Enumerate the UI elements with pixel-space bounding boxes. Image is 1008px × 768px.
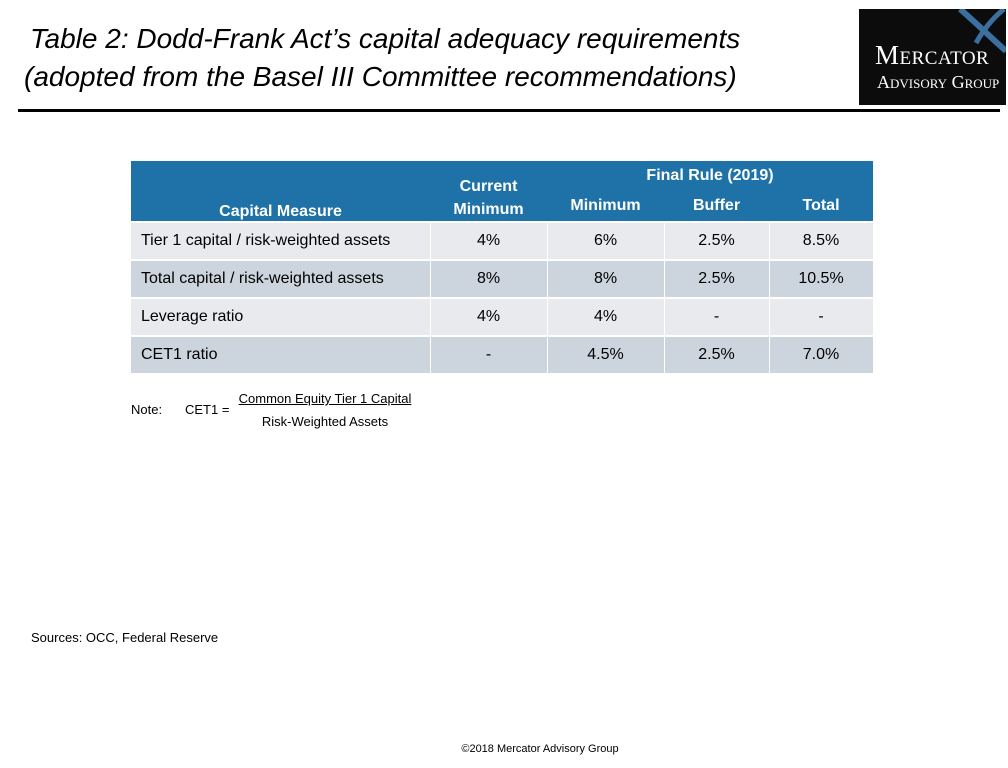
title-line-2: (adopted from the Basel III Committee recommendations) <box>24 61 737 92</box>
table-row <box>131 222 873 260</box>
cell-total: 8.5% <box>769 222 873 260</box>
capital-requirements-table <box>131 161 874 373</box>
header-minimum: Minimum <box>547 191 664 222</box>
cell-minimum: 8% <box>547 260 664 298</box>
note-fraction <box>228 391 422 430</box>
header-current-minimum <box>430 161 547 222</box>
cell-current: 8% <box>430 260 547 298</box>
cell-buffer: - <box>664 298 769 336</box>
note-denominator: Risk-Weighted Assets <box>261 414 389 429</box>
cell-buffer: 2.5% <box>664 222 769 260</box>
logo-name: Mercator <box>875 40 990 70</box>
logo-subtitle: Advisory Group <box>877 72 1000 92</box>
cell-measure: CET1 ratio <box>131 336 430 373</box>
table-row <box>131 298 873 336</box>
header-final-rule: Final Rule (2019) <box>547 161 873 191</box>
header-current-line-1: Current <box>459 178 518 195</box>
copyright-footer: ©2018 Mercator Advisory Group <box>461 743 619 755</box>
cell-measure: Tier 1 capital / risk-weighted assets <box>131 222 430 260</box>
note-prefix: Note: <box>131 402 163 417</box>
cell-minimum: 4.5% <box>547 336 664 373</box>
slide-title <box>24 20 824 96</box>
cell-current: - <box>430 336 547 373</box>
cell-buffer: 2.5% <box>664 336 769 373</box>
header-capital-measure: Capital Measure <box>131 161 430 222</box>
sources-text: Sources: OCC, Federal Reserve <box>31 630 219 645</box>
mercator-logo <box>859 9 1006 105</box>
title-line-1: Table 2: Dodd-Frank Act’s capital adequacy requirements <box>30 23 741 54</box>
title-divider <box>18 109 1000 112</box>
cell-current: 4% <box>430 222 547 260</box>
header-total: Total <box>769 191 873 222</box>
cell-minimum: 6% <box>547 222 664 260</box>
header-current-line-2: Minimum <box>453 201 524 218</box>
note-formula-lhs: CET1 = <box>185 402 230 417</box>
cell-buffer: 2.5% <box>664 260 769 298</box>
cell-measure: Leverage ratio <box>131 298 430 336</box>
cell-total: 10.5% <box>769 260 873 298</box>
note-numerator: Common Equity Tier 1 Capital <box>238 391 412 406</box>
cell-current: 4% <box>430 298 547 336</box>
table-row <box>131 336 873 373</box>
cell-total: 7.0% <box>769 336 873 373</box>
header-buffer: Buffer <box>664 191 769 222</box>
table-row <box>131 260 873 298</box>
cell-total: - <box>769 298 873 336</box>
cell-measure: Total capital / risk-weighted assets <box>131 260 430 298</box>
cell-minimum: 4% <box>547 298 664 336</box>
